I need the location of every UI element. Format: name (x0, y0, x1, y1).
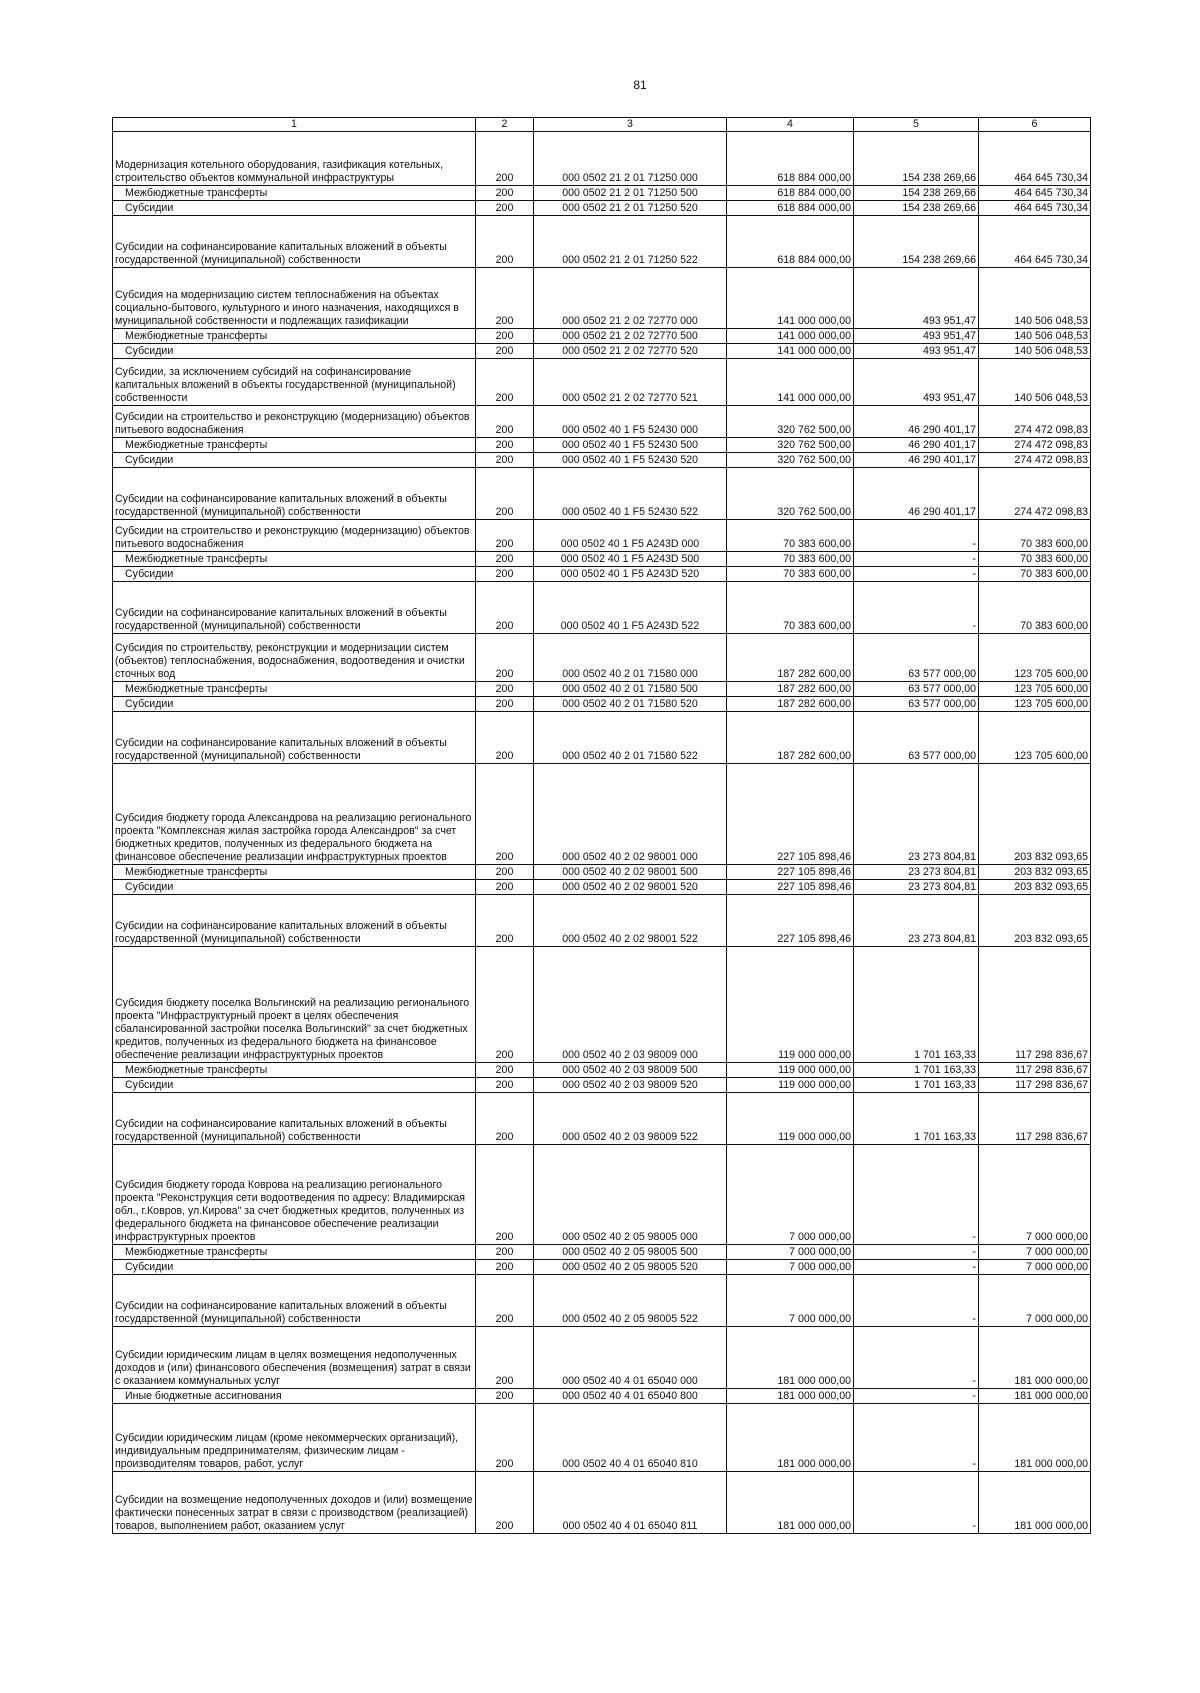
row-approved-cell: 7 000 000,00 (727, 1145, 854, 1245)
row-code-cell: 000 0502 40 1 F5 52430 522 (534, 468, 727, 520)
row-remainder-cell: 70 383 600,00 (979, 582, 1091, 634)
row-name-cell: Субсидии (113, 201, 476, 216)
row-code-cell: 000 0502 21 2 02 72770 520 (534, 344, 727, 359)
row-name-cell: Субсидия бюджету города Александрова на реализацию регионального проекта "Комплексная жилая застройка города Александров" за счет бюджетных кредитов, полученных из федерального бюджета на финансовое обеспечение реализации инфраструктурных проектов (113, 764, 476, 865)
table-row (113, 438, 1091, 453)
table-row (113, 1389, 1091, 1404)
row-remainder-cell: 123 705 600,00 (979, 634, 1091, 682)
row-executed-cell: - (854, 582, 979, 634)
row-name-cell: Субсидия по строительству, реконструкции и модернизации систем (объектов) теплоснабжения, водоснабжения, водоотведения и очистки сточных вод (113, 634, 476, 682)
row-executed-cell: 23 273 804,81 (854, 764, 979, 865)
table-row (113, 1078, 1091, 1093)
row-grbs-cell: 200 (476, 344, 534, 359)
row-grbs-cell: 200 (476, 682, 534, 697)
row-name-cell: Субсидии (113, 453, 476, 468)
row-grbs-cell: 200 (476, 329, 534, 344)
row-grbs-cell: 200 (476, 880, 534, 895)
table-row (113, 1145, 1091, 1245)
row-approved-cell: 181 000 000,00 (727, 1327, 854, 1389)
row-grbs-cell: 200 (476, 468, 534, 520)
table-row (113, 1275, 1091, 1327)
row-name-cell: Субсидии на строительство и реконструкцию (модернизацию) объектов питьевого водоснабжения (113, 520, 476, 552)
table-row (113, 216, 1091, 268)
row-approved-cell: 7 000 000,00 (727, 1260, 854, 1275)
row-approved-cell: 70 383 600,00 (727, 552, 854, 567)
row-grbs-cell: 200 (476, 1472, 534, 1534)
row-remainder-cell: 117 298 836,67 (979, 947, 1091, 1063)
table-row (113, 865, 1091, 880)
row-code-cell: 000 0502 40 1 F5 52430 500 (534, 438, 727, 453)
row-grbs-cell: 200 (476, 697, 534, 712)
row-code-cell: 000 0502 40 1 F5 A243D 000 (534, 520, 727, 552)
row-grbs-cell: 200 (476, 520, 534, 552)
row-remainder-cell: 464 645 730,34 (979, 186, 1091, 201)
row-name-cell: Субсидии на строительство и реконструкцию (модернизацию) объектов питьевого водоснабжения (113, 406, 476, 438)
table-row (113, 132, 1091, 186)
row-name-cell: Межбюджетные трансферты (113, 1063, 476, 1078)
row-executed-cell: 493 951,47 (854, 359, 979, 406)
row-grbs-cell: 200 (476, 947, 534, 1063)
row-grbs-cell: 200 (476, 712, 534, 764)
row-executed-cell: 63 577 000,00 (854, 682, 979, 697)
row-code-cell: 000 0502 40 2 02 98001 500 (534, 865, 727, 880)
row-executed-cell: 154 238 269,66 (854, 132, 979, 186)
row-code-cell: 000 0502 40 1 F5 A243D 522 (534, 582, 727, 634)
row-grbs-cell: 200 (476, 1245, 534, 1260)
row-grbs-cell: 200 (476, 406, 534, 438)
row-name-cell: Субсидии на софинансирование капитальных вложений в объекты государственной (муниципальной) собственности (113, 1093, 476, 1145)
table-row (113, 520, 1091, 552)
table-row (113, 406, 1091, 438)
table-row (113, 1063, 1091, 1078)
row-name-cell: Субсидии (113, 697, 476, 712)
row-name-cell: Субсидии на софинансирование капитальных вложений в объекты государственной (муниципальной) собственности (113, 582, 476, 634)
row-executed-cell: - (854, 1389, 979, 1404)
row-approved-cell: 70 383 600,00 (727, 567, 854, 582)
row-remainder-cell: 123 705 600,00 (979, 682, 1091, 697)
row-approved-cell: 181 000 000,00 (727, 1404, 854, 1472)
row-grbs-cell: 200 (476, 1145, 534, 1245)
row-remainder-cell: 117 298 836,67 (979, 1063, 1091, 1078)
row-name-cell: Субсидии, за исключением субсидий на софинансирование капитальных вложений в объекты государственной (муниципальной) собственности (113, 359, 476, 406)
row-approved-cell: 181 000 000,00 (727, 1389, 854, 1404)
row-approved-cell: 119 000 000,00 (727, 1078, 854, 1093)
row-executed-cell: 63 577 000,00 (854, 697, 979, 712)
table-row (113, 1260, 1091, 1275)
row-name-cell: Межбюджетные трансферты (113, 865, 476, 880)
row-approved-cell: 7 000 000,00 (727, 1275, 854, 1327)
row-approved-cell: 320 762 500,00 (727, 453, 854, 468)
row-code-cell: 000 0502 21 2 02 72770 521 (534, 359, 727, 406)
row-name-cell: Иные бюджетные ассигнования (113, 1389, 476, 1404)
row-code-cell: 000 0502 40 1 F5 A243D 500 (534, 552, 727, 567)
row-remainder-cell: 181 000 000,00 (979, 1389, 1091, 1404)
row-grbs-cell: 200 (476, 1327, 534, 1389)
row-remainder-cell: 203 832 093,65 (979, 895, 1091, 947)
row-executed-cell: 154 238 269,66 (854, 201, 979, 216)
row-name-cell: Субсидии на софинансирование капитальных вложений в объекты государственной (муниципальной) собственности (113, 468, 476, 520)
row-grbs-cell: 200 (476, 764, 534, 865)
row-executed-cell: 63 577 000,00 (854, 712, 979, 764)
row-code-cell: 000 0502 40 2 01 71580 520 (534, 697, 727, 712)
row-code-cell: 000 0502 21 2 01 71250 520 (534, 201, 727, 216)
row-code-cell: 000 0502 40 2 03 98009 522 (534, 1093, 727, 1145)
table-row (113, 201, 1091, 216)
row-executed-cell: - (854, 1472, 979, 1534)
row-remainder-cell: 7 000 000,00 (979, 1145, 1091, 1245)
row-approved-cell: 7 000 000,00 (727, 1245, 854, 1260)
column-header-2: 2 (476, 118, 534, 132)
row-grbs-cell: 200 (476, 552, 534, 567)
row-remainder-cell: 140 506 048,53 (979, 359, 1091, 406)
row-name-cell: Межбюджетные трансферты (113, 682, 476, 697)
table-row (113, 764, 1091, 865)
table-row (113, 268, 1091, 329)
row-approved-cell: 227 105 898,46 (727, 895, 854, 947)
row-remainder-cell: 7 000 000,00 (979, 1245, 1091, 1260)
row-approved-cell: 119 000 000,00 (727, 1093, 854, 1145)
page-number: 81 (633, 78, 647, 92)
row-executed-cell: - (854, 1245, 979, 1260)
table-row (113, 682, 1091, 697)
row-code-cell: 000 0502 40 4 01 65040 810 (534, 1404, 727, 1472)
row-approved-cell: 320 762 500,00 (727, 438, 854, 453)
table-row (113, 1327, 1091, 1389)
row-remainder-cell: 123 705 600,00 (979, 712, 1091, 764)
row-executed-cell: 23 273 804,81 (854, 895, 979, 947)
table-row (113, 634, 1091, 682)
row-remainder-cell: 140 506 048,53 (979, 344, 1091, 359)
row-grbs-cell: 200 (476, 1275, 534, 1327)
row-remainder-cell: 70 383 600,00 (979, 567, 1091, 582)
row-code-cell: 000 0502 21 2 01 71250 522 (534, 216, 727, 268)
table-row (113, 329, 1091, 344)
table-row (113, 1404, 1091, 1472)
row-remainder-cell: 140 506 048,53 (979, 268, 1091, 329)
row-approved-cell: 70 383 600,00 (727, 582, 854, 634)
row-grbs-cell: 200 (476, 865, 534, 880)
row-name-cell: Субсидия бюджету поселка Вольгинский на реализацию регионального проекта "Инфраструктурный проект в целях обеспечения сбалансированной застройки поселка Вольгинский" за счет бюджетных кредитов, полученных из федерального бюджета на финансовое обеспечение реализации инфраструктурных проектов (113, 947, 476, 1063)
table-body (113, 132, 1091, 1534)
row-name-cell: Субсидии юридическим лицам в целях возмещения недополученных доходов и (или) финансового обеспечения (возмещения) затрат в связи с оказанием коммунальных услуг (113, 1327, 476, 1389)
row-remainder-cell: 117 298 836,67 (979, 1078, 1091, 1093)
row-executed-cell: - (854, 1275, 979, 1327)
row-remainder-cell: 203 832 093,65 (979, 880, 1091, 895)
row-code-cell: 000 0502 40 2 03 98009 520 (534, 1078, 727, 1093)
row-name-cell: Субсидия на модернизацию систем теплоснабжения на объектах социально-бытового, культурного и иного назначения, находящихся в муниципальной собственности и подлежащих газификации (113, 268, 476, 329)
row-executed-cell: 1 701 163,33 (854, 1078, 979, 1093)
table-row (113, 186, 1091, 201)
table-row (113, 880, 1091, 895)
row-grbs-cell: 200 (476, 132, 534, 186)
row-remainder-cell: 274 472 098,83 (979, 468, 1091, 520)
table-row (113, 582, 1091, 634)
row-approved-cell: 119 000 000,00 (727, 947, 854, 1063)
row-grbs-cell: 200 (476, 1260, 534, 1275)
row-code-cell: 000 0502 40 4 01 65040 811 (534, 1472, 727, 1534)
row-grbs-cell: 200 (476, 1389, 534, 1404)
row-remainder-cell: 7 000 000,00 (979, 1260, 1091, 1275)
row-executed-cell: 1 701 163,33 (854, 947, 979, 1063)
row-approved-cell: 141 000 000,00 (727, 359, 854, 406)
row-approved-cell: 320 762 500,00 (727, 406, 854, 438)
table-row (113, 359, 1091, 406)
row-code-cell: 000 0502 21 2 02 72770 500 (534, 329, 727, 344)
row-executed-cell: - (854, 1404, 979, 1472)
row-remainder-cell: 140 506 048,53 (979, 329, 1091, 344)
column-number-row (113, 118, 1091, 132)
row-executed-cell: 493 951,47 (854, 344, 979, 359)
row-executed-cell: - (854, 567, 979, 582)
row-approved-cell: 187 282 600,00 (727, 712, 854, 764)
table-row (113, 567, 1091, 582)
row-remainder-cell: 70 383 600,00 (979, 520, 1091, 552)
row-approved-cell: 119 000 000,00 (727, 1063, 854, 1078)
row-name-cell: Модернизация котельного оборудования, газификация котельных, строительство объектов коммунальной инфраструктуры (113, 132, 476, 186)
row-approved-cell: 227 105 898,46 (727, 764, 854, 865)
row-executed-cell: 154 238 269,66 (854, 186, 979, 201)
row-remainder-cell: 464 645 730,34 (979, 201, 1091, 216)
row-remainder-cell: 274 472 098,83 (979, 438, 1091, 453)
row-approved-cell: 181 000 000,00 (727, 1472, 854, 1534)
row-grbs-cell: 200 (476, 895, 534, 947)
row-code-cell: 000 0502 21 2 02 72770 000 (534, 268, 727, 329)
row-executed-cell: 23 273 804,81 (854, 880, 979, 895)
row-remainder-cell: 203 832 093,65 (979, 865, 1091, 880)
row-executed-cell: - (854, 1327, 979, 1389)
row-code-cell: 000 0502 40 2 01 71580 522 (534, 712, 727, 764)
row-executed-cell: 493 951,47 (854, 329, 979, 344)
row-executed-cell: - (854, 552, 979, 567)
row-name-cell: Субсидии (113, 344, 476, 359)
row-executed-cell: - (854, 1260, 979, 1275)
column-header-6: 6 (979, 118, 1091, 132)
row-remainder-cell: 117 298 836,67 (979, 1093, 1091, 1145)
table-row (113, 947, 1091, 1063)
row-executed-cell: 46 290 401,17 (854, 406, 979, 438)
row-executed-cell: 46 290 401,17 (854, 453, 979, 468)
row-executed-cell: 63 577 000,00 (854, 634, 979, 682)
row-code-cell: 000 0502 21 2 01 71250 000 (534, 132, 727, 186)
row-name-cell: Межбюджетные трансферты (113, 438, 476, 453)
row-executed-cell: 154 238 269,66 (854, 216, 979, 268)
row-remainder-cell: 203 832 093,65 (979, 764, 1091, 865)
row-remainder-cell: 181 000 000,00 (979, 1327, 1091, 1389)
column-header-3: 3 (534, 118, 727, 132)
row-remainder-cell: 464 645 730,34 (979, 216, 1091, 268)
row-approved-cell: 618 884 000,00 (727, 216, 854, 268)
row-grbs-cell: 200 (476, 201, 534, 216)
table-row (113, 895, 1091, 947)
table-row (113, 1093, 1091, 1145)
row-grbs-cell: 200 (476, 438, 534, 453)
budget-table (112, 117, 1091, 1534)
row-approved-cell: 618 884 000,00 (727, 132, 854, 186)
row-approved-cell: 141 000 000,00 (727, 344, 854, 359)
row-grbs-cell: 200 (476, 268, 534, 329)
row-code-cell: 000 0502 40 2 02 98001 522 (534, 895, 727, 947)
row-remainder-cell: 123 705 600,00 (979, 697, 1091, 712)
row-name-cell: Субсидии на софинансирование капитальных вложений в объекты государственной (муниципальной) собственности (113, 712, 476, 764)
column-header-5: 5 (854, 118, 979, 132)
row-grbs-cell: 200 (476, 1093, 534, 1145)
row-remainder-cell: 464 645 730,34 (979, 132, 1091, 186)
row-name-cell: Межбюджетные трансферты (113, 329, 476, 344)
row-code-cell: 000 0502 40 2 02 98001 520 (534, 880, 727, 895)
table-row (113, 552, 1091, 567)
row-grbs-cell: 200 (476, 359, 534, 406)
column-header-4: 4 (727, 118, 854, 132)
row-grbs-cell: 200 (476, 1063, 534, 1078)
row-code-cell: 000 0502 40 1 F5 52430 000 (534, 406, 727, 438)
row-name-cell: Субсидии юридическим лицам (кроме некоммерческих организаций), индивидуальным предпринимателям, физическим лицам - производителям товаров, работ, услуг (113, 1404, 476, 1472)
row-grbs-cell: 200 (476, 582, 534, 634)
table-row (113, 344, 1091, 359)
row-code-cell: 000 0502 40 1 F5 A243D 520 (534, 567, 727, 582)
row-code-cell: 000 0502 40 2 05 98005 500 (534, 1245, 727, 1260)
row-grbs-cell: 200 (476, 186, 534, 201)
row-name-cell: Субсидии (113, 567, 476, 582)
row-approved-cell: 227 105 898,46 (727, 880, 854, 895)
row-name-cell: Межбюджетные трансферты (113, 186, 476, 201)
row-remainder-cell: 181 000 000,00 (979, 1404, 1091, 1472)
row-approved-cell: 141 000 000,00 (727, 268, 854, 329)
row-code-cell: 000 0502 40 2 05 98005 000 (534, 1145, 727, 1245)
row-code-cell: 000 0502 21 2 01 71250 500 (534, 186, 727, 201)
row-code-cell: 000 0502 40 2 05 98005 522 (534, 1275, 727, 1327)
row-code-cell: 000 0502 40 2 02 98001 000 (534, 764, 727, 865)
row-code-cell: 000 0502 40 2 03 98009 500 (534, 1063, 727, 1078)
row-name-cell: Субсидии (113, 1078, 476, 1093)
row-remainder-cell: 70 383 600,00 (979, 552, 1091, 567)
row-approved-cell: 618 884 000,00 (727, 201, 854, 216)
row-approved-cell: 141 000 000,00 (727, 329, 854, 344)
row-executed-cell: - (854, 520, 979, 552)
table-row (113, 712, 1091, 764)
row-name-cell: Субсидии на софинансирование капитальных вложений в объекты государственной (муниципальной) собственности (113, 1275, 476, 1327)
row-name-cell: Субсидии (113, 880, 476, 895)
row-grbs-cell: 200 (476, 1078, 534, 1093)
row-name-cell: Субсидии на софинансирование капитальных вложений в объекты государственной (муниципальной) собственности (113, 895, 476, 947)
row-approved-cell: 187 282 600,00 (727, 682, 854, 697)
row-name-cell: Межбюджетные трансферты (113, 552, 476, 567)
row-name-cell: Субсидия бюджету города Коврова на реализацию регионального проекта "Реконструкция сети водоотведения по адресу: Владимирская обл., г.Ковров, ул.Кирова" за счет бюджетных кредитов, полученных из федерального бюджета на финансовое обеспечение реализации инфраструктурных проектов (113, 1145, 476, 1245)
row-name-cell: Межбюджетные трансферты (113, 1245, 476, 1260)
row-name-cell: Субсидии на возмещение недополученных доходов и (или) возмещение фактически понесенных затрат в связи с производством (реализацией) товаров, выполнением работ, оказанием услуг (113, 1472, 476, 1534)
column-header-1: 1 (113, 118, 476, 132)
table-row (113, 468, 1091, 520)
row-executed-cell: 493 951,47 (854, 268, 979, 329)
row-approved-cell: 70 383 600,00 (727, 520, 854, 552)
table-row (113, 697, 1091, 712)
row-approved-cell: 227 105 898,46 (727, 865, 854, 880)
row-code-cell: 000 0502 40 2 03 98009 000 (534, 947, 727, 1063)
row-remainder-cell: 181 000 000,00 (979, 1472, 1091, 1534)
row-code-cell: 000 0502 40 1 F5 52430 520 (534, 453, 727, 468)
row-grbs-cell: 200 (476, 567, 534, 582)
row-code-cell: 000 0502 40 2 01 71580 000 (534, 634, 727, 682)
row-executed-cell: 46 290 401,17 (854, 468, 979, 520)
row-approved-cell: 187 282 600,00 (727, 634, 854, 682)
row-executed-cell: 23 273 804,81 (854, 865, 979, 880)
row-executed-cell: 46 290 401,17 (854, 438, 979, 453)
row-code-cell: 000 0502 40 2 01 71580 500 (534, 682, 727, 697)
row-grbs-cell: 200 (476, 1404, 534, 1472)
row-name-cell: Субсидии (113, 1260, 476, 1275)
row-code-cell: 000 0502 40 2 05 98005 520 (534, 1260, 727, 1275)
row-executed-cell: - (854, 1145, 979, 1245)
row-approved-cell: 618 884 000,00 (727, 186, 854, 201)
table-row (113, 1472, 1091, 1534)
row-approved-cell: 320 762 500,00 (727, 468, 854, 520)
row-executed-cell: 1 701 163,33 (854, 1093, 979, 1145)
row-grbs-cell: 200 (476, 634, 534, 682)
row-grbs-cell: 200 (476, 216, 534, 268)
row-grbs-cell: 200 (476, 453, 534, 468)
row-approved-cell: 187 282 600,00 (727, 697, 854, 712)
row-remainder-cell: 274 472 098,83 (979, 453, 1091, 468)
row-code-cell: 000 0502 40 4 01 65040 800 (534, 1389, 727, 1404)
row-executed-cell: 1 701 163,33 (854, 1063, 979, 1078)
table-row (113, 1245, 1091, 1260)
row-name-cell: Субсидии на софинансирование капитальных вложений в объекты государственной (муниципальной) собственности (113, 216, 476, 268)
table-row (113, 453, 1091, 468)
row-code-cell: 000 0502 40 4 01 65040 000 (534, 1327, 727, 1389)
row-remainder-cell: 7 000 000,00 (979, 1275, 1091, 1327)
row-remainder-cell: 274 472 098,83 (979, 406, 1091, 438)
